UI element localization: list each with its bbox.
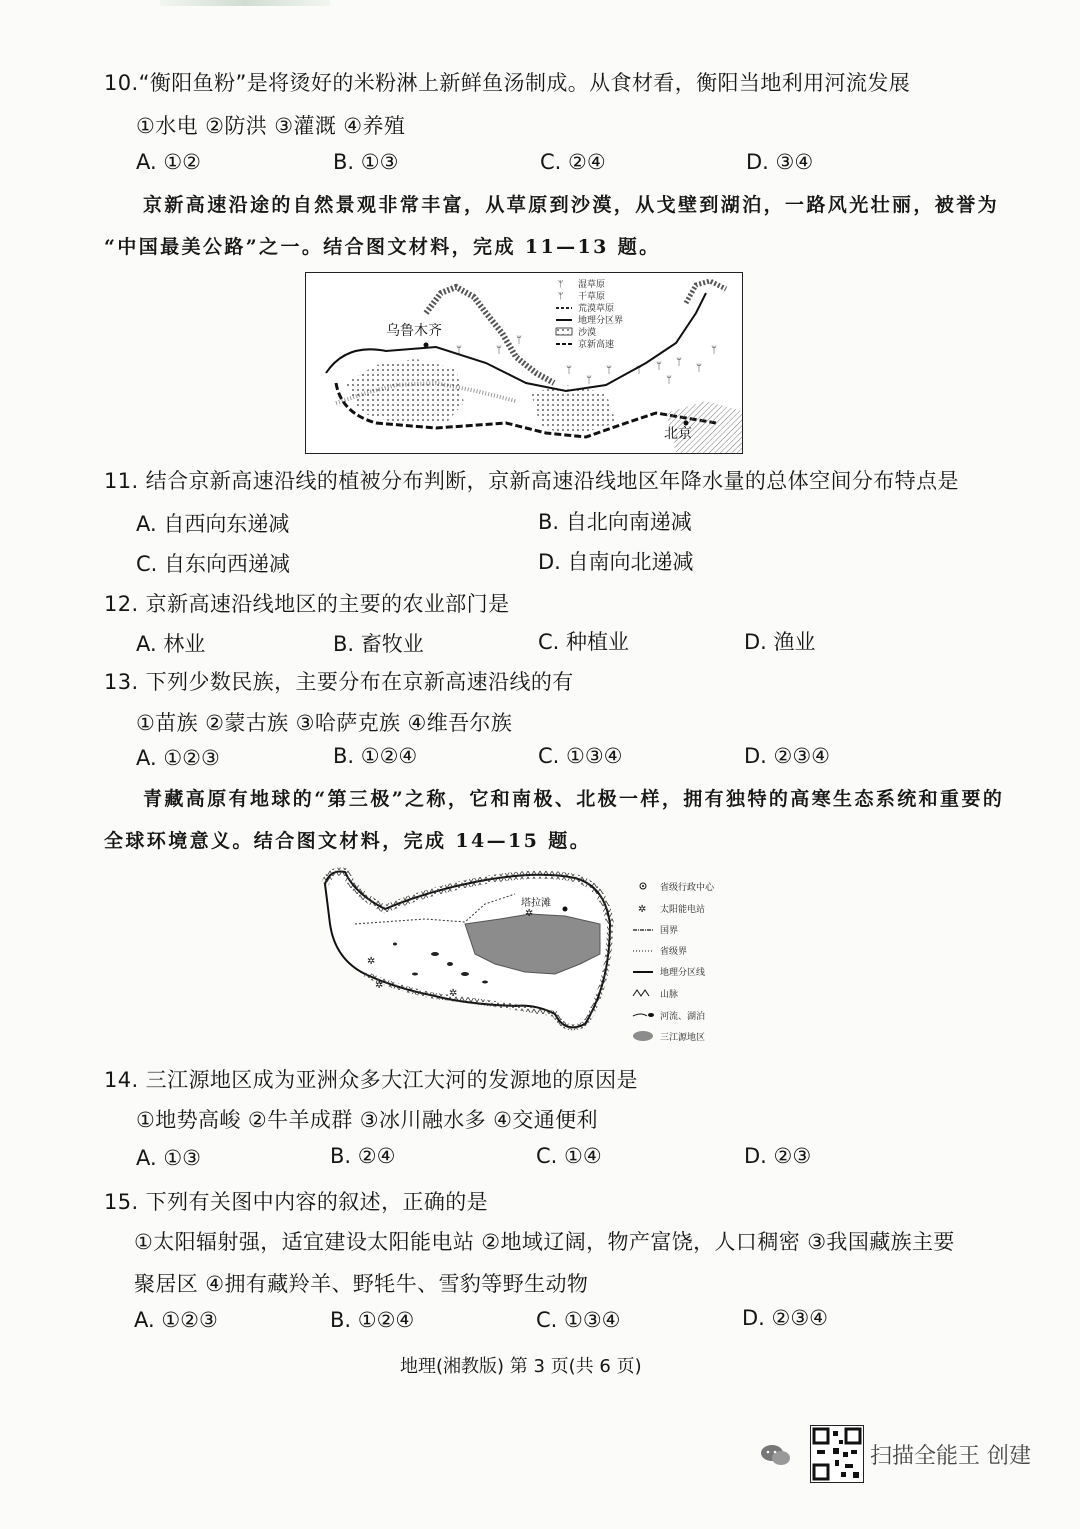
q12-stem: 12. 京新高速沿线地区的主要的农业部门是: [104, 592, 510, 616]
q12-option-c[interactable]: C. 种植业: [538, 630, 630, 654]
q13-stem: 13. 下列少数民族，主要分布在京新高速沿线的有: [104, 670, 574, 694]
q10-option-a[interactable]: A. ①②: [136, 150, 201, 174]
svg-text:✲: ✲: [375, 980, 384, 991]
watermark-text: 扫描全能王 创建: [870, 1444, 1031, 1469]
svg-text:ᛘ: ᛘ: [656, 361, 662, 372]
q10-option-b[interactable]: B. ①③: [333, 150, 399, 174]
q15-items-line1: ①太阳辐射强，适宜建设太阳能电站 ②地域辽阔，物产富饶，人口稠密 ③我国藏族主要: [134, 1230, 955, 1254]
q11-option-c[interactable]: C. 自东向西递减: [136, 552, 291, 576]
desert-area: [346, 359, 464, 423]
talatan-marker: [563, 907, 568, 912]
legend-provincial-border: 省级界: [660, 947, 688, 957]
legend-desert-grassland: 荒漠草原: [578, 304, 615, 314]
legend-dry-grassland: 干草原: [578, 292, 606, 302]
legend-wet-grassland: 湿草原: [578, 280, 606, 290]
legend-sanjiangyuan: 三江源地区: [660, 1033, 706, 1043]
intro-jingxin-line2: “中国最美公路”之一。结合图文材料，完成 11—13 题。: [104, 236, 661, 258]
svg-text:✲: ✲: [525, 908, 534, 919]
intro-jingxin-line1: 京新高速沿途的自然景观非常丰富，从草原到沙漠，从戈壁到湖泊，一路风光壮丽，被誉为: [143, 194, 1000, 216]
legend-region-line: 地理分区线: [660, 968, 706, 978]
svg-text:ᛘ: ᛘ: [606, 365, 612, 376]
urumqi-label: 乌鲁木齐: [386, 323, 442, 339]
q13-option-a[interactable]: A. ①②③: [136, 746, 220, 770]
tibet-plateau-map: [315, 864, 735, 1046]
svg-text:✲: ✲: [449, 988, 458, 999]
q11-option-d[interactable]: D. 自南向北递减: [538, 550, 694, 574]
legend-desert: 沙漠: [578, 328, 597, 338]
q14-option-a[interactable]: A. ①③: [136, 1146, 201, 1170]
q15-option-d[interactable]: D. ②③④: [742, 1306, 828, 1330]
page-top-smudge: [160, 0, 330, 6]
svg-text:ᛘ: ᛘ: [696, 363, 702, 374]
q14-option-c[interactable]: C. ①④: [536, 1144, 602, 1168]
jingxin-expressway-map: [305, 272, 743, 454]
legend-river-lake: 河流、湖泊: [660, 1012, 706, 1022]
beijing-label: 北京: [664, 426, 692, 442]
q11-option-b[interactable]: B. 自北向南递减: [538, 510, 692, 534]
q14-stem: 14. 三江源地区成为亚洲众多大江大河的发源地的原因是: [104, 1068, 638, 1092]
svg-text:ᛘ: ᛘ: [456, 345, 462, 356]
q13-option-d[interactable]: D. ②③④: [744, 744, 830, 768]
qr-code-icon: [810, 1425, 864, 1483]
intro-tibet-line2: 全球环境意义。结合图文材料，完成 14—15 题。: [104, 830, 592, 852]
wechat-icon: [760, 1443, 792, 1467]
q11-stem: 11. 结合京新高速沿线的植被分布判断，京新高速沿线地区年降水量的总体空间分布特点是: [104, 469, 959, 493]
q12-option-b[interactable]: B. 畜牧业: [333, 632, 424, 656]
q15-option-c[interactable]: C. ①③④: [536, 1308, 621, 1332]
q12-option-a[interactable]: A. 林业: [136, 632, 206, 656]
svg-text:ᛘ: ᛘ: [666, 375, 672, 386]
q12-option-d[interactable]: D. 渔业: [744, 630, 816, 654]
q10-items: ①水电 ②防洪 ③灌溉 ④养殖: [136, 114, 406, 138]
svg-text:ᛘ: ᛘ: [516, 335, 522, 346]
q13-items: ①苗族 ②蒙古族 ③哈萨克族 ④维吾尔族: [136, 711, 513, 735]
svg-text:ᛘ: ᛘ: [566, 365, 572, 376]
q14-option-b[interactable]: B. ②④: [330, 1144, 396, 1168]
q15-option-b[interactable]: B. ①②④: [330, 1308, 415, 1332]
desert-area-east: [531, 385, 616, 435]
legend-provincial-center: 省级行政中心: [660, 883, 715, 893]
beijing-marker: [684, 421, 689, 426]
q10-option-c[interactable]: C. ②④: [540, 150, 606, 174]
svg-text:✲: ✲: [367, 956, 376, 967]
legend-solar-station: 太阳能电站: [660, 905, 706, 915]
q10-option-d[interactable]: D. ③④: [746, 150, 814, 174]
talatan-label: 塔拉滩: [521, 898, 551, 909]
svg-text:ᛘ: ᛘ: [586, 375, 592, 386]
q15-stem: 15. 下列有关图中内容的叙述，正确的是: [104, 1190, 489, 1214]
legend-national-border: 国界: [660, 926, 679, 936]
q13-option-c[interactable]: C. ①③④: [538, 744, 623, 768]
urumqi-marker: [424, 343, 429, 348]
svg-text:ᛘ: ᛘ: [558, 280, 564, 290]
q11-option-a[interactable]: A. 自西向东递减: [136, 512, 290, 536]
legend-region-boundary: 地理分区界: [578, 316, 624, 326]
intro-tibet-line1: 青藏高原有地球的“第三极”之称，它和南极、北极一样，拥有独特的高寒生态系统和重要的: [143, 788, 1005, 810]
q14-option-d[interactable]: D. ②③: [744, 1144, 812, 1168]
q14-items: ①地势高峻 ②牛羊成群 ③冰川融水多 ④交通便利: [136, 1108, 598, 1132]
legend-mountain: 山脉: [660, 990, 679, 1000]
svg-text:✲: ✲: [638, 904, 647, 915]
svg-text:ᛘ: ᛘ: [558, 292, 564, 302]
map2-legend: [633, 881, 715, 1043]
q10-stem: 10.“衡阳鱼粉”是将烫好的米粉淋上新鲜鱼汤制成。从食材看，衡阳当地利用河流发展: [104, 71, 911, 95]
page-footer: 地理(湘教版) 第 3 页(共 6 页): [400, 1356, 642, 1377]
q15-items-line2: 聚居区 ④拥有藏羚羊、野牦牛、雪豹等野生动物: [134, 1272, 589, 1296]
map1-legend: [556, 278, 623, 350]
legend-expressway: 京新高速: [578, 340, 615, 350]
mountain-range-east: [686, 281, 726, 303]
q15-option-a[interactable]: A. ①②③: [134, 1308, 218, 1332]
svg-text:ᛘ: ᛘ: [496, 345, 502, 356]
svg-text:ᛘ: ᛘ: [636, 365, 642, 376]
svg-text:ᛘ: ᛘ: [676, 357, 682, 368]
scanner-watermark: [760, 1425, 1060, 1485]
svg-text:ᛘ: ᛘ: [711, 345, 717, 356]
q13-option-b[interactable]: B. ①②④: [333, 744, 418, 768]
